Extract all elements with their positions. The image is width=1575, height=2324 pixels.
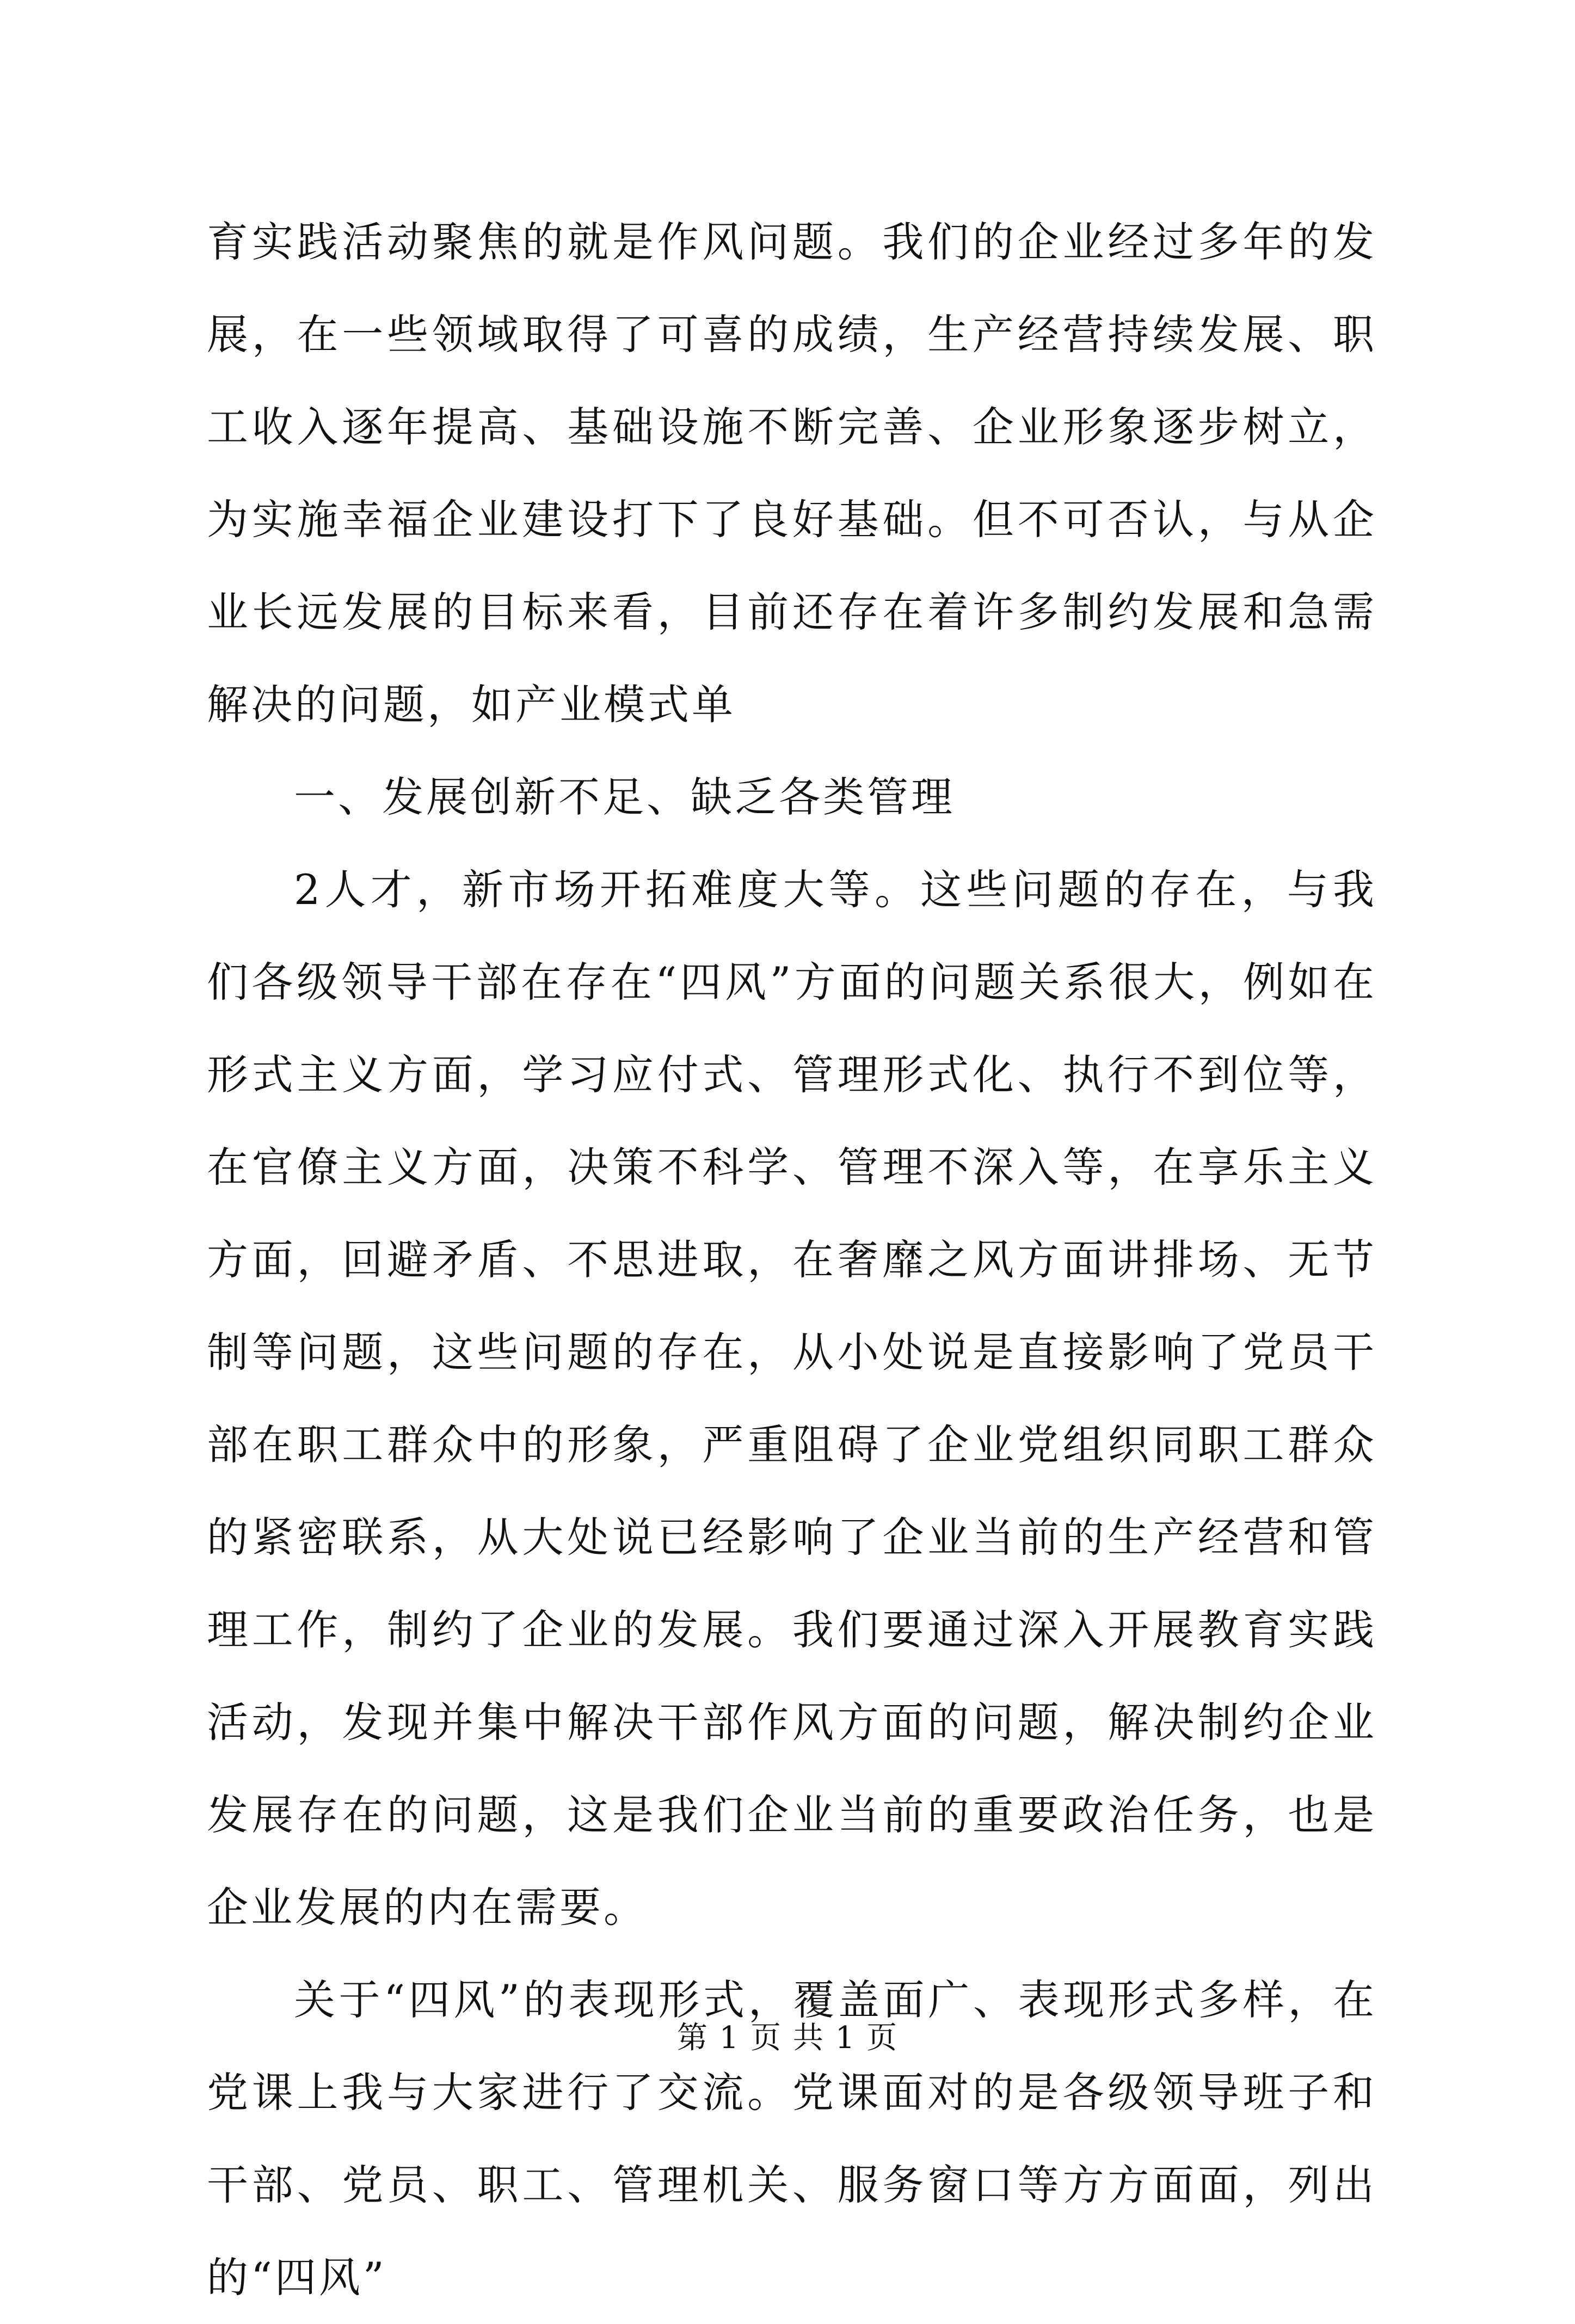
paragraph-problems: 2人才，新市场开拓难度大等。这些问题的存在，与我们各级领导干部在存在“四风”方面的问题关系很大，例如在形式主义方面，学习应付式、管理形式化、执行不到位等，在官僚主义方面，决策不科学、管理不深入等，在享乐主义方面，回避矛盾、不思进取，在奢靡之风方面讲排场、无节制等问题，这些问题的存在，从小处说是直接影响了党员干部在职工群众中的形象，严重阻碍了企业党组织同职工群众的紧密联系，从大处说已经影响了企业当前的生产经营和管理工作，制约了企业的发展。我们要通过深入开展教育实践活动，发现并集中解决干部作风方面的问题，解决制约企业发展存在的问题，这是我们企业当前的重要政治任务，也是企业发展的内在需要。 [207, 865, 1377, 1932]
paragraph-intro: 育实践活动聚焦的就是作风问题。我们的企业经过多年的发展，在一些领域取得了可喜的成绩，生产经营持续发展、职工收入逐年提高、基础设施不断完善、企业形象逐步树立，为实施幸福企业建设打下了良好基础。但不可否认，与从企业长远发展的目标来看，目前还存在着许多制约发展和急需解决的问题，如产业模式单 [207, 218, 1377, 729]
document-body [207, 196, 1377, 2324]
page-number-footer: 第 1 页 共 1 页 [676, 2020, 899, 2056]
paragraph-four-winds: 关于“四风”的表现形式，覆盖面广、表现形式多样，在党课上我与大家进行了交流。党课面对的是各级领导班子和干部、党员、职工、管理机关、服务窗口等方方面面，列出的“四风” [207, 1976, 1377, 2302]
section-heading: 一、发展创新不足、缺乏各类管理 [294, 773, 955, 821]
